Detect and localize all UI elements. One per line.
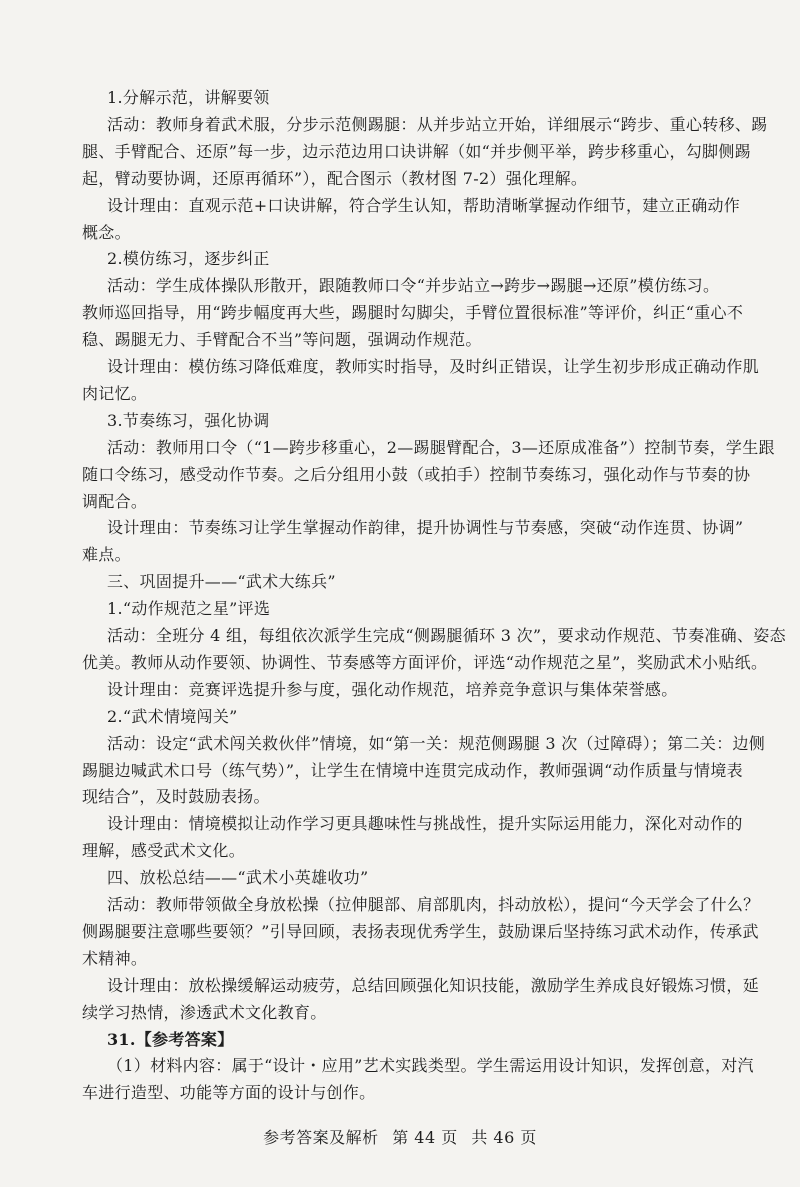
text-line: 概念。 xyxy=(82,222,131,242)
text-line: 2.模仿练习，逐步纠正 xyxy=(107,249,270,269)
text-line: 活动：教师用口令（“1—跨步移重心，2—踢腿臂配合，3—还原成准备”）控制节奏，学生跟 xyxy=(107,437,775,457)
text-line: 优美。教师从动作要领、协调性、节奏感等方面评价，评选“动作规范之星”，奖励武术小贴纸。 xyxy=(82,652,768,672)
text-line: 设计理由：节奏练习让学生掌握动作韵律，提升协调性与节奏感，突破“动作连贯、协调” xyxy=(107,518,744,538)
text-line: 起，臂动要协调，还原再循环”），配合图示（教材图 7-2）强化理解。 xyxy=(82,168,588,188)
text-line: 随口令练习，感受动作节奏。之后分组用小鼓（或拍手）控制节奏练习，强化动作与节奏的协 xyxy=(82,464,751,484)
text-line: 调配合。 xyxy=(82,491,148,511)
text-line: 踢腿边喊武术口号（练气势）”，让学生在情境中连贯完成动作，教师强调“动作质量与情境表 xyxy=(82,760,743,780)
text-line: 活动：教师带领做全身放松操（拉伸腿部、肩部肌肉，抖动放松），提问“今天学会了什么？ xyxy=(107,895,760,914)
text-line: 现结合”，及时鼓励表扬。 xyxy=(82,787,270,807)
text-line: 活动：设定“武术闯关救伙伴”情境，如“第一关：规范侧踢腿 3 次（过障碍）；第二关：边侧 xyxy=(107,733,766,753)
text-line: 车进行造型、功能等方面的设计与创作。 xyxy=(82,1083,376,1103)
text-line: 活动：学生成体操队形散开，跟随教师口令“并步站立→跨步→踢腿→还原”模仿练习。 xyxy=(107,276,720,296)
text-line: 续学习热情，渗透武术文化教育。 xyxy=(82,1002,327,1022)
text-line: 1.分解示范，讲解要领 xyxy=(107,88,270,107)
text-line: 四、放松总结——“武术小英雄收功” xyxy=(107,868,369,888)
text-line: 稳、踢腿无力、手臂配合不当”等问题，强调动作规范。 xyxy=(82,330,482,350)
text-line: 活动：全班分 4 组，每组依次派学生完成“侧踢腿循环 3 次”，要求动作规范、节奏准确、姿态 xyxy=(107,626,786,645)
footer-total-pages: 共 46 页 xyxy=(471,1128,537,1147)
page-footer xyxy=(0,1128,800,1148)
text-line: 三、巩固提升——“武术大练兵” xyxy=(107,572,336,592)
text-line: 侧踢腿要注意哪些要领？”引导回顾，表扬表现优秀学生，鼓励课后坚持练习武术动作，传承武 xyxy=(82,921,759,941)
text-line: 设计理由：直观示范+口诀讲解，符合学生认知，帮助清晰掌握动作细节，建立正确动作 xyxy=(107,195,741,215)
text-line: 31.【参考答案】 xyxy=(107,1029,234,1049)
text-line: 设计理由：放松操缓解运动疲劳，总结回顾强化知识技能，激励学生养成良好锻炼习惯，延 xyxy=(107,975,760,995)
footer-page-number: 第 44 页 xyxy=(392,1128,458,1147)
text-line: 难点。 xyxy=(82,545,131,565)
footer-section-title: 参考答案及解析 xyxy=(263,1128,379,1147)
text-line: 教师巡回指导，用“跨步幅度再大些，踢腿时勾脚尖，手臂位置很标准”等评价，纠正“重心不 xyxy=(82,303,744,323)
text-line: 设计理由：模仿练习降低难度，教师实时指导，及时纠正错误，让学生初步形成正确动作肌 xyxy=(107,357,760,376)
text-line: （1）材料内容：属于“设计・应用”艺术实践类型。学生需运用设计知识，发挥创意，对汽 xyxy=(107,1056,754,1076)
text-line: 1.“动作规范之星”评选 xyxy=(107,599,271,619)
text-line: 肉记忆。 xyxy=(82,383,148,403)
text-line: 活动：教师身着武术服，分步示范侧踢腿：从并步站立开始，详细展示“跨步、重心转移、踢 xyxy=(107,114,768,134)
text-line: 2.“武术情境闯关” xyxy=(107,706,238,726)
text-line: 设计理由：竞赛评选提升参与度，强化动作规范，培养竞争意识与集体荣誉感。 xyxy=(107,679,678,699)
text-line: 理解，感受武术文化。 xyxy=(82,841,246,861)
text-line: 设计理由：情境模拟让动作学习更具趣味性与挑战性，提升实际运用能力，深化对动作的 xyxy=(107,814,743,834)
text-line: 腿、手臂配合、还原”每一步，边示范边用口诀讲解（如“并步侧平举，跨步移重心，勾脚侧踢 xyxy=(82,141,751,161)
text-line: 术精神。 xyxy=(82,948,148,968)
text-line: 3.节奏练习，强化协调 xyxy=(107,410,270,430)
